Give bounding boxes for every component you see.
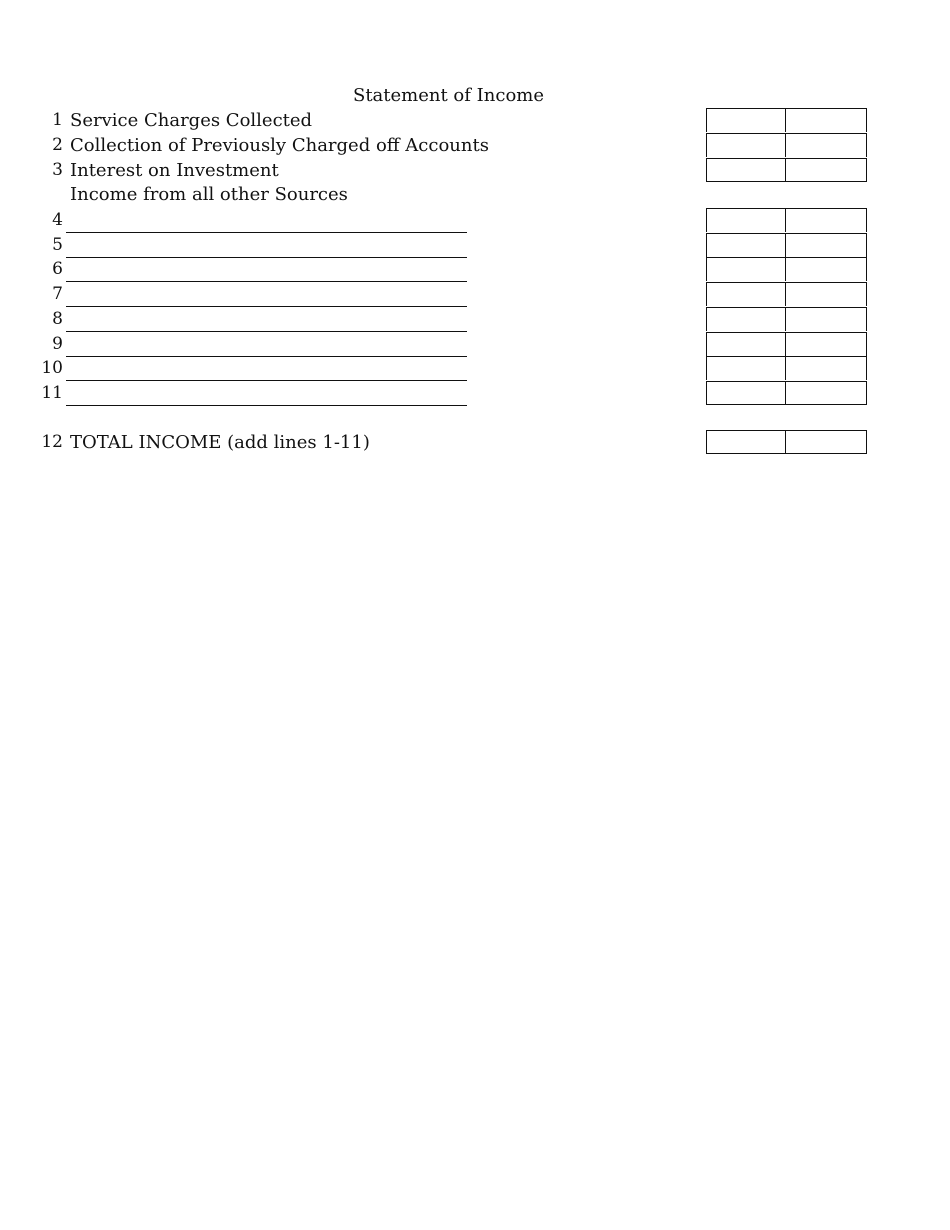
- line-number: 2: [52, 135, 63, 155]
- line-number: 6: [52, 259, 63, 279]
- amount-cents-field[interactable]: [786, 307, 867, 331]
- other-sources-heading-row: [0, 182, 950, 207]
- line-number: 10: [41, 358, 63, 378]
- line-number: 9: [52, 334, 63, 354]
- amount-cents-field[interactable]: [786, 108, 867, 132]
- amount-cents-field[interactable]: [786, 332, 867, 356]
- amount-cents-field[interactable]: [786, 133, 867, 157]
- amount-boxes: [706, 307, 867, 331]
- amount-dollars-field[interactable]: [706, 233, 786, 257]
- amount-boxes: [706, 108, 867, 132]
- total-dollars-field[interactable]: [706, 430, 786, 454]
- amount-cents-field[interactable]: [786, 233, 867, 257]
- amount-dollars-field[interactable]: [706, 158, 786, 182]
- amount-cents-field[interactable]: [786, 356, 867, 380]
- line-number: 11: [41, 383, 63, 403]
- amount-boxes: [706, 282, 867, 306]
- line-1: [0, 108, 950, 133]
- amount-boxes: [706, 356, 867, 380]
- amount-dollars-field[interactable]: [706, 282, 786, 306]
- line-2: [0, 133, 950, 158]
- amount-dollars-field[interactable]: [706, 108, 786, 132]
- line-label: Service Charges Collected: [70, 110, 313, 131]
- total-amount-boxes: [706, 430, 867, 454]
- line-number: 1: [52, 110, 63, 130]
- line-number: 4: [52, 210, 63, 230]
- amount-cents-field[interactable]: [786, 381, 867, 405]
- line-number: 3: [52, 160, 63, 180]
- amount-boxes: [706, 208, 867, 232]
- line-number: 5: [52, 235, 63, 255]
- amount-dollars-field[interactable]: [706, 257, 786, 281]
- amount-dollars-field[interactable]: [706, 381, 786, 405]
- amount-boxes: [706, 257, 867, 281]
- amount-cents-field[interactable]: [786, 257, 867, 281]
- other-sources-heading: Income from all other Sources: [70, 184, 348, 205]
- line-6: [0, 257, 950, 282]
- amount-dollars-field[interactable]: [706, 307, 786, 331]
- line-number: 7: [52, 284, 63, 304]
- line-label: Collection of Previously Charged off Accounts: [70, 135, 489, 156]
- amount-boxes: [706, 332, 867, 356]
- amount-cents-field[interactable]: [786, 208, 867, 232]
- total-cents-field[interactable]: [786, 430, 867, 454]
- total-income-label: TOTAL INCOME (add lines 1-11): [70, 432, 370, 453]
- line-5: [0, 233, 950, 258]
- line-12-total: [0, 430, 950, 455]
- line-9: [0, 332, 950, 357]
- amount-dollars-field[interactable]: [706, 332, 786, 356]
- line-11: [0, 381, 950, 406]
- amount-boxes: [706, 381, 867, 405]
- amount-dollars-field[interactable]: [706, 208, 786, 232]
- amount-boxes: [706, 158, 867, 182]
- amount-dollars-field[interactable]: [706, 133, 786, 157]
- line-4: [0, 208, 950, 233]
- line-number: 12: [41, 432, 63, 452]
- line-number: 8: [52, 309, 63, 329]
- line-label: Interest on Investment: [70, 160, 279, 181]
- line-8: [0, 307, 950, 332]
- amount-cents-field[interactable]: [786, 282, 867, 306]
- amount-boxes: [706, 233, 867, 257]
- line-3: [0, 158, 950, 183]
- page-title: Statement of Income: [352, 85, 544, 106]
- amount-cents-field[interactable]: [786, 158, 867, 182]
- amount-dollars-field[interactable]: [706, 356, 786, 380]
- description-line[interactable]: [66, 405, 467, 406]
- line-10: [0, 356, 950, 381]
- line-7: [0, 282, 950, 307]
- amount-boxes: [706, 133, 867, 157]
